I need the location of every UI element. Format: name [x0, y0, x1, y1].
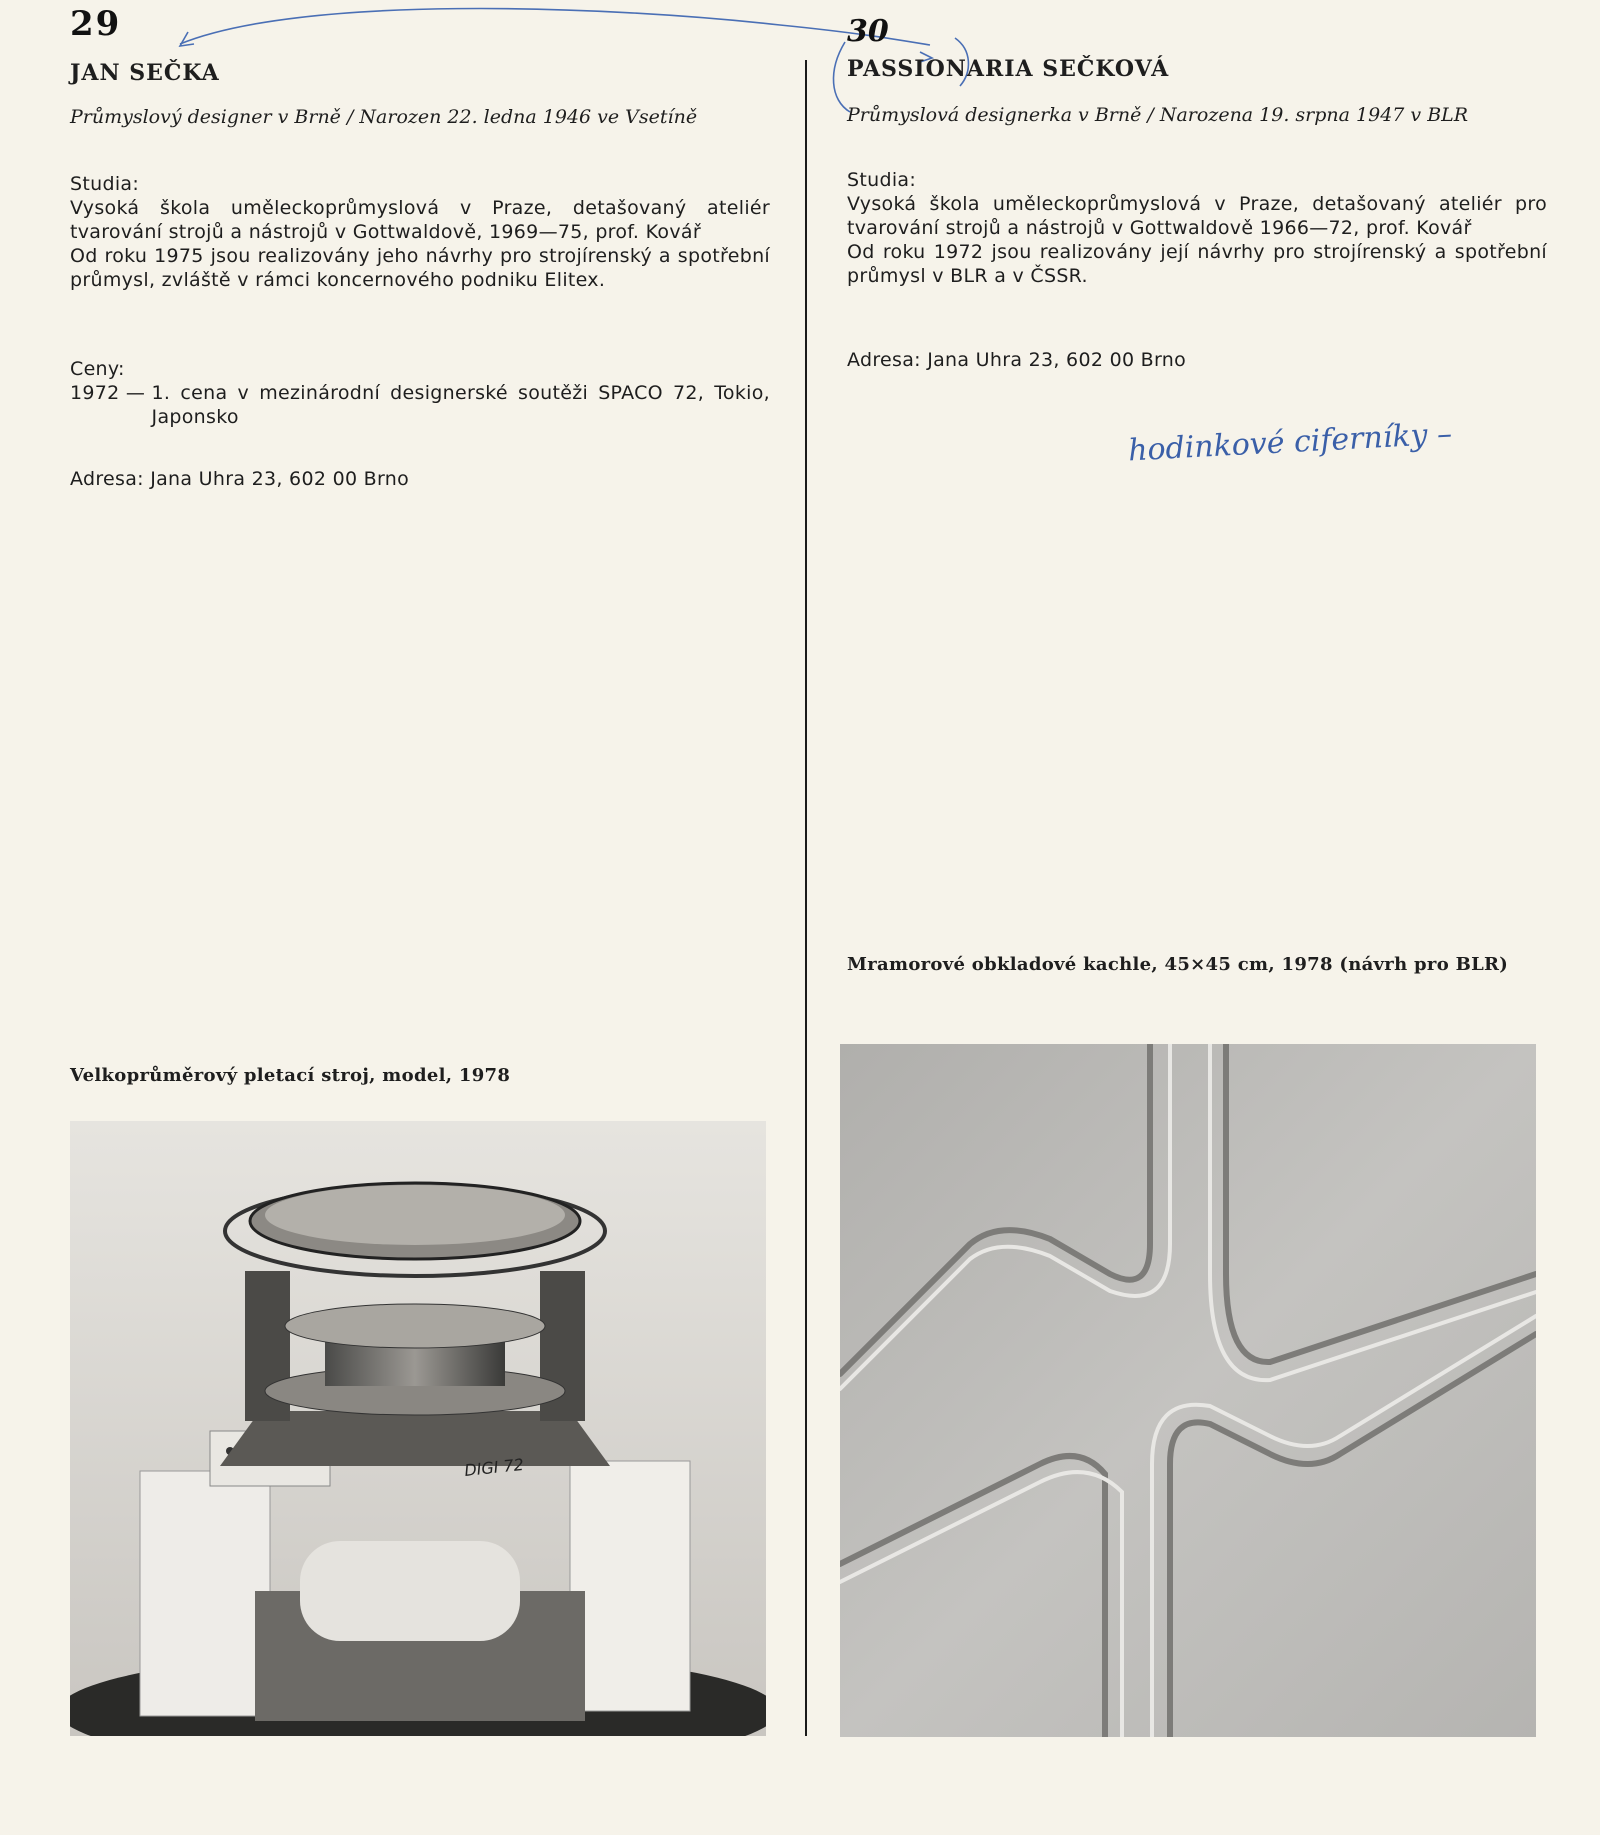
studies-text: Vysoká škola uměleckoprůmyslová v Praze, detašovaný ateliér pro tvarování strojů a nástrojů v Gottwaldově 1966—72, prof. Kovář [847, 193, 1547, 239]
studies-label: Studia: [847, 169, 917, 191]
machine-label: DIGI 72 [463, 1454, 525, 1480]
designer-name-right: PASSIONARIA SEČKOVÁ [847, 56, 1170, 82]
studies-section-left [70, 172, 770, 292]
studies-text: Vysoká škola uměleckoprůmyslová v Praze, detašovaný ateliér tvarování strojů a nástrojů v Gottwaldově, 1969—75, prof. Kovář [70, 197, 770, 243]
realization-text: Od roku 1972 jsou realizovány její návrhy pro strojírenský a spotřební průmysl v BLR a v ČSSR. [847, 241, 1547, 287]
studies-section-right [847, 168, 1547, 288]
studies-label: Studia: [70, 173, 140, 195]
caption-right: Mramorové obkladové kachle, 45×45 cm, 1978 (návrh pro BLR) [847, 954, 1509, 975]
knitting-machine-photo [70, 1121, 766, 1736]
awards-section [70, 357, 770, 429]
page-number-left: 29 [70, 4, 122, 44]
caption-left: Velkoprůměrový pletací stroj, model, 1978 [70, 1065, 511, 1086]
address-left: Adresa: Jana Uhra 23, 602 00 Brno [70, 468, 410, 490]
column-divider [805, 60, 807, 1736]
address-right: Adresa: Jana Uhra 23, 602 00 Brno [847, 349, 1187, 371]
award-item [70, 381, 770, 429]
designer-subtitle-left: Průmyslový designer v Brně / Narozen 22. ledna 1946 ve Vsetíně [70, 106, 698, 128]
award-year: 1972 — [70, 382, 152, 404]
awards-label: Ceny: [70, 358, 125, 380]
award-text: 1. cena v mezinárodní designerské soutěži SPACO 72, Tokio, Japonsko [151, 382, 770, 428]
page-number-right: 30 [847, 14, 889, 49]
marble-tile-photo [840, 1044, 1536, 1737]
realization-text: Od roku 1975 jsou realizovány jeho návrhy pro strojírenský a spotřební průmysl, zvláště v rámci koncernového podniku Elitex. [70, 245, 770, 291]
handwritten-note: hodinkové ciferníky – [1127, 416, 1453, 469]
designer-subtitle-right: Průmyslová designerka v Brně / Narozena 19. srpna 1947 v BLR [847, 104, 1469, 126]
designer-name-left: JAN SEČKA [70, 60, 220, 86]
